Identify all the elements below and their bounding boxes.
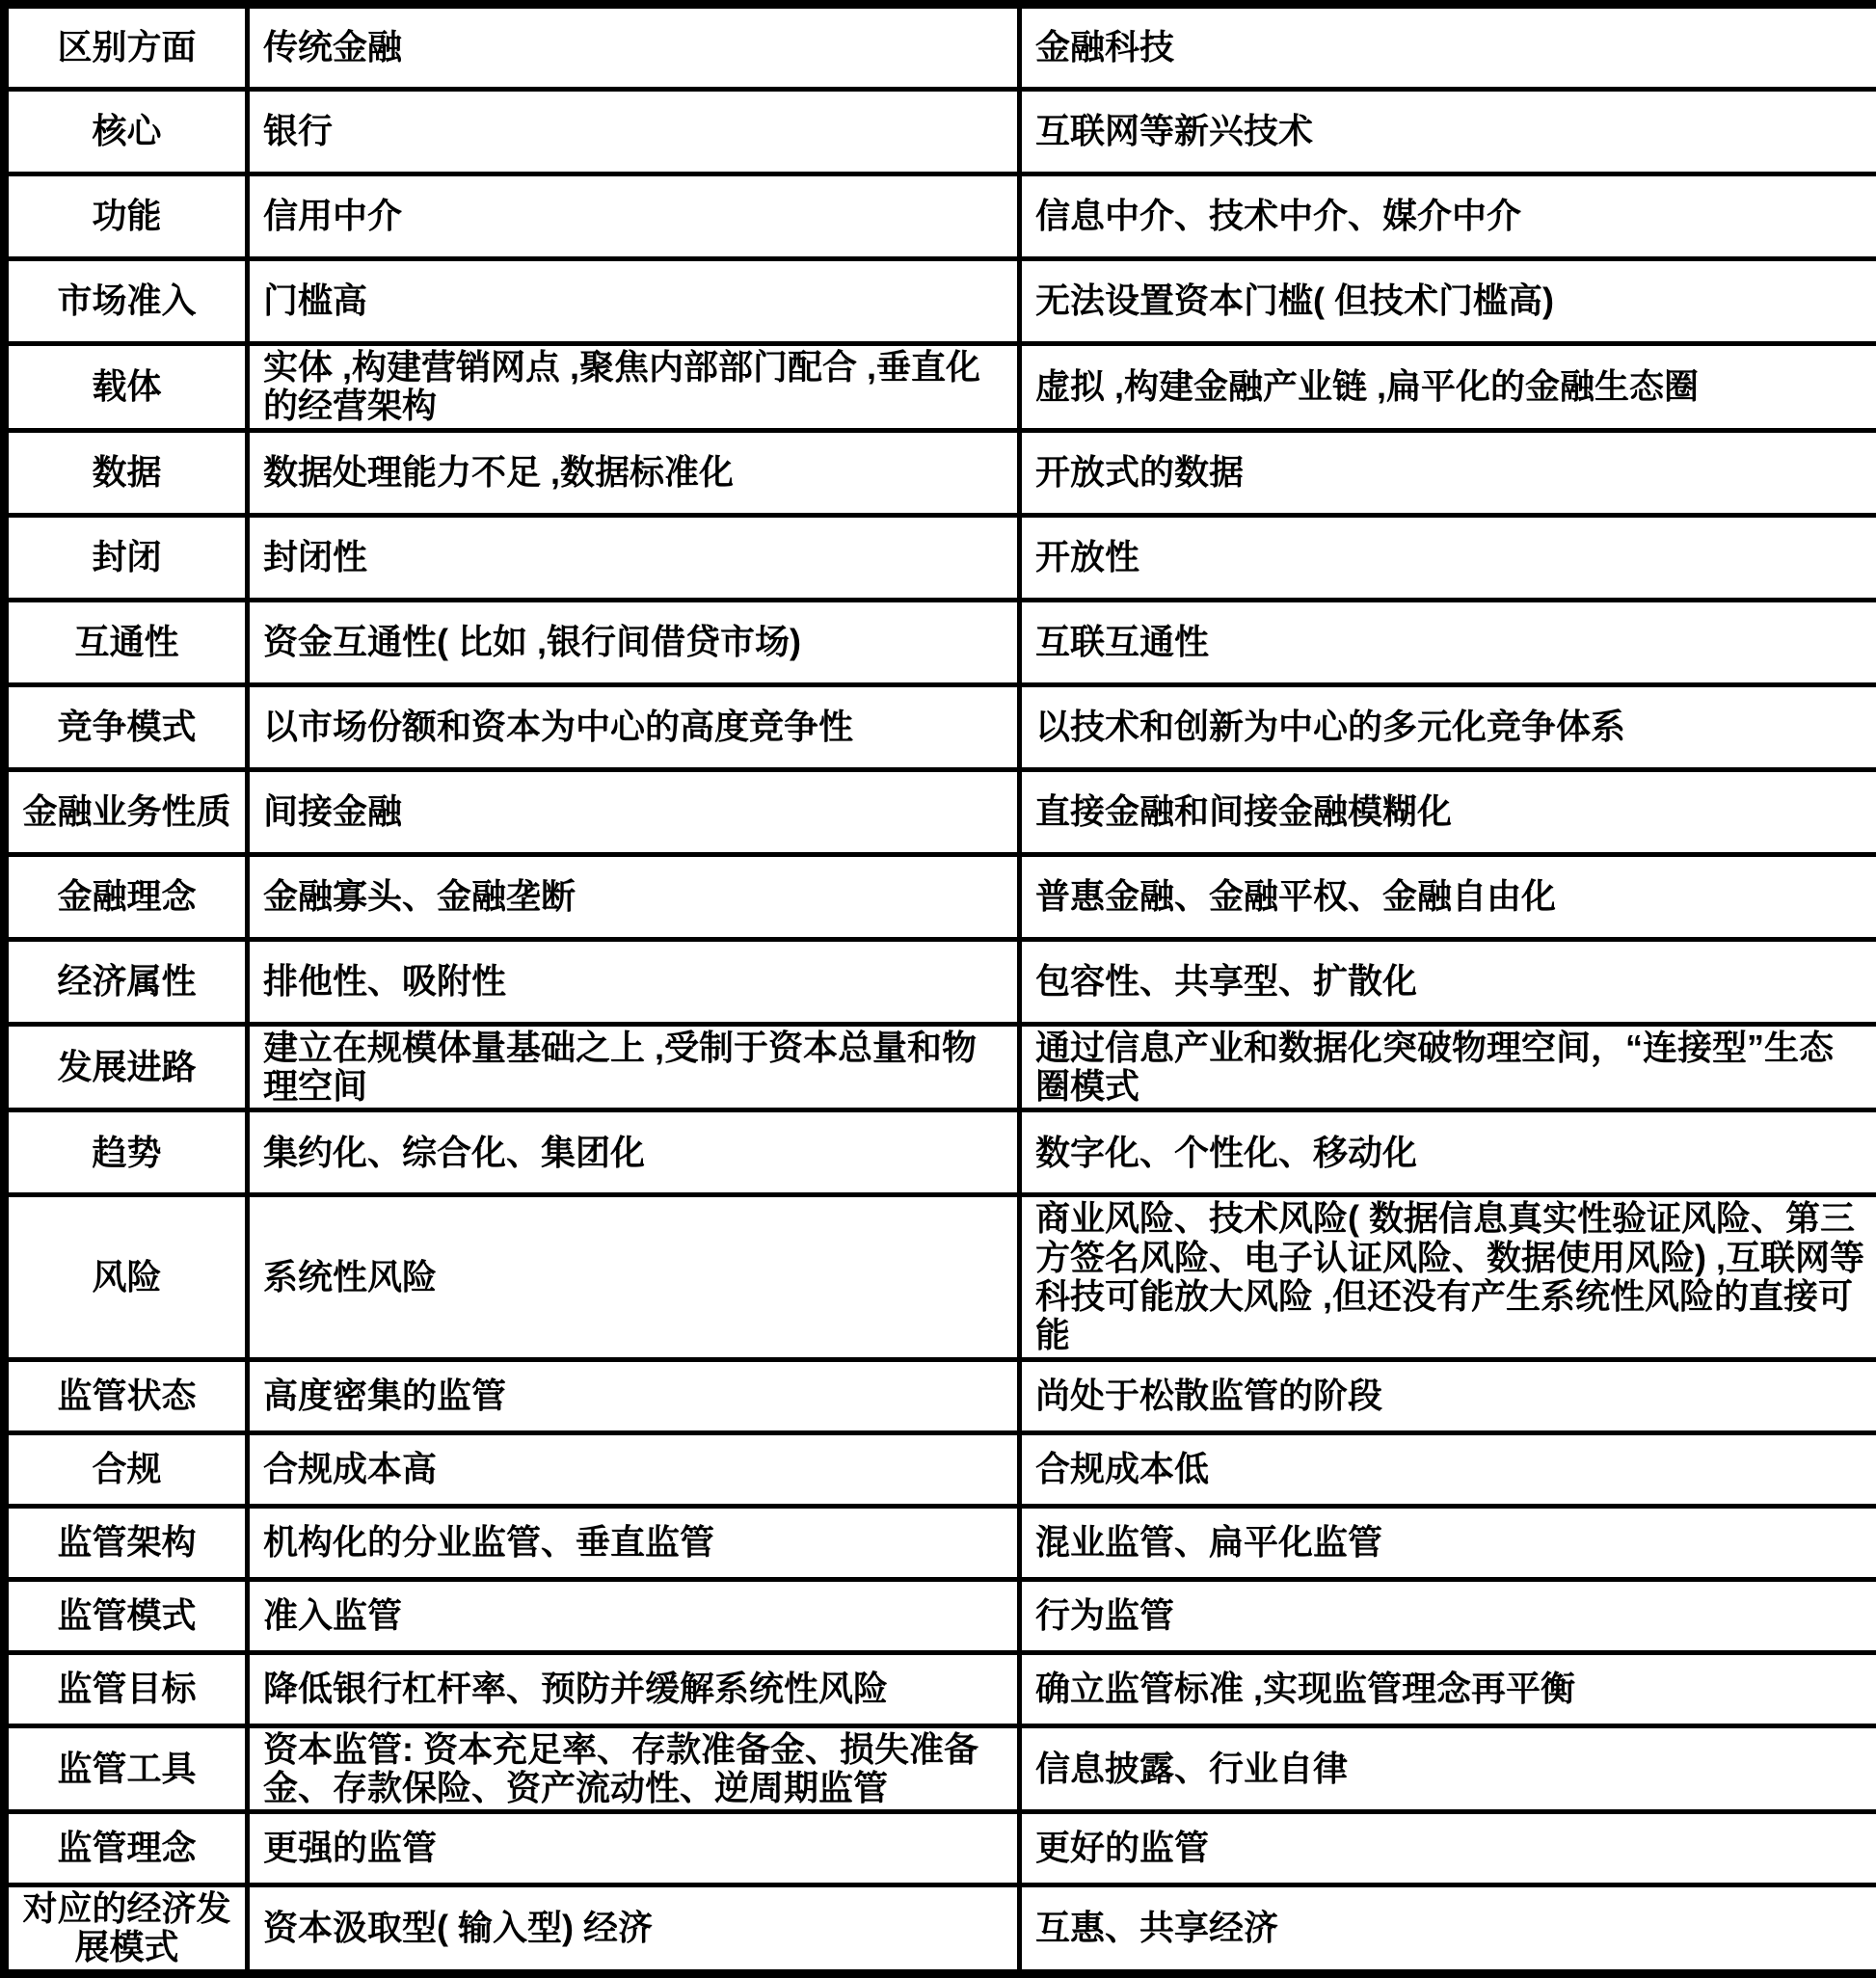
cell-fintech: 行为监管 (1020, 1579, 1876, 1652)
header-aspect: 区别方面 (5, 5, 248, 90)
cell-traditional-finance: 降低银行杠杆率、预防并缓解系统性风险 (248, 1652, 1020, 1725)
cell-traditional-finance: 机构化的分业监管、垂直监管 (248, 1506, 1020, 1579)
cell-fintech: 开放性 (1020, 515, 1876, 600)
table-row (5, 1506, 1876, 1579)
table-row (5, 259, 1876, 344)
cell-fintech: 以技术和创新为中心的多元化竞争体系 (1020, 684, 1876, 769)
cell-fintech: 虚拟 ,构建金融产业链 ,扁平化的金融生态圈 (1020, 344, 1876, 431)
cell-aspect: 监管模式 (5, 1579, 248, 1652)
cell-aspect: 封闭 (5, 515, 248, 600)
cell-fintech: 互惠、共享经济 (1020, 1885, 1876, 1974)
cell-traditional-finance: 数据处理能力不足 ,数据标准化 (248, 430, 1020, 515)
cell-traditional-finance: 资金互通性( 比如 ,银行间借贷市场) (248, 600, 1020, 684)
cell-fintech: 互联互通性 (1020, 600, 1876, 684)
table-row (5, 1195, 1876, 1359)
cell-aspect: 监管状态 (5, 1359, 248, 1432)
table-header (5, 5, 1876, 90)
cell-fintech: 开放式的数据 (1020, 430, 1876, 515)
header-traditional-finance: 传统金融 (248, 5, 1020, 90)
table-row (5, 1359, 1876, 1432)
table-row (5, 1725, 1876, 1812)
cell-fintech: 合规成本低 (1020, 1432, 1876, 1506)
cell-aspect: 金融业务性质 (5, 769, 248, 854)
table-row (5, 600, 1876, 684)
cell-traditional-finance: 银行 (248, 90, 1020, 174)
cell-aspect: 数据 (5, 430, 248, 515)
cell-traditional-finance: 以市场份额和资本为中心的高度竞争性 (248, 684, 1020, 769)
header-row (5, 5, 1876, 90)
cell-aspect: 监管理念 (5, 1812, 248, 1885)
table-row (5, 854, 1876, 939)
cell-aspect: 趋势 (5, 1110, 248, 1195)
cell-aspect: 互通性 (5, 600, 248, 684)
cell-aspect: 市场准入 (5, 259, 248, 344)
cell-aspect: 经济属性 (5, 939, 248, 1024)
table-row (5, 939, 1876, 1024)
cell-traditional-finance: 门槛高 (248, 259, 1020, 344)
cell-fintech: 直接金融和间接金融模糊化 (1020, 769, 1876, 854)
cell-fintech: 通过信息产业和数据化突破物理空间，“连接型”生态圈模式 (1020, 1024, 1876, 1110)
cell-fintech: 互联网等新兴技术 (1020, 90, 1876, 174)
cell-fintech: 混业监管、扁平化监管 (1020, 1506, 1876, 1579)
table-body (5, 90, 1876, 1974)
table-row (5, 344, 1876, 431)
cell-traditional-finance: 金融寡头、金融垄断 (248, 854, 1020, 939)
cell-fintech: 信息中介、技术中介、媒介中介 (1020, 174, 1876, 259)
cell-fintech: 尚处于松散监管的阶段 (1020, 1359, 1876, 1432)
table-row (5, 1812, 1876, 1885)
cell-aspect: 监管工具 (5, 1725, 248, 1812)
table-row (5, 1024, 1876, 1110)
cell-fintech: 商业风险、技术风险( 数据信息真实性验证风险、第三方签名风险、电子认证风险、数据使用风险) ,互联网等科技可能放大风险 ,但还没有产生系统性风险的直接可能 (1020, 1195, 1876, 1359)
cell-aspect: 对应的经济发展模式 (5, 1885, 248, 1974)
table-row (5, 769, 1876, 854)
cell-aspect: 功能 (5, 174, 248, 259)
table-row (5, 1432, 1876, 1506)
cell-traditional-finance: 系统性风险 (248, 1195, 1020, 1359)
table-row (5, 174, 1876, 259)
cell-aspect: 竞争模式 (5, 684, 248, 769)
cell-aspect: 风险 (5, 1195, 248, 1359)
cell-traditional-finance: 高度密集的监管 (248, 1359, 1020, 1432)
cell-aspect: 监管目标 (5, 1652, 248, 1725)
table-row (5, 1885, 1876, 1974)
table-row (5, 684, 1876, 769)
cell-traditional-finance: 准入监管 (248, 1579, 1020, 1652)
cell-aspect: 合规 (5, 1432, 248, 1506)
cell-traditional-finance: 实体 ,构建营销网点 ,聚焦内部部门配合 ,垂直化的经营架构 (248, 344, 1020, 431)
cell-traditional-finance: 信用中介 (248, 174, 1020, 259)
table-row (5, 1110, 1876, 1195)
cell-traditional-finance: 更强的监管 (248, 1812, 1020, 1885)
cell-aspect: 金融理念 (5, 854, 248, 939)
table-row (5, 515, 1876, 600)
cell-traditional-finance: 间接金融 (248, 769, 1020, 854)
table-row (5, 90, 1876, 174)
cell-aspect: 载体 (5, 344, 248, 431)
cell-fintech: 无法设置资本门槛( 但技术门槛高) (1020, 259, 1876, 344)
table-row (5, 430, 1876, 515)
cell-fintech: 包容性、共享型、扩散化 (1020, 939, 1876, 1024)
cell-traditional-finance: 资本监管: 资本充足率、存款准备金、损失准备金、存款保险、资产流动性、逆周期监管 (248, 1725, 1020, 1812)
cell-aspect: 核心 (5, 90, 248, 174)
cell-aspect: 发展进路 (5, 1024, 248, 1110)
header-fintech: 金融科技 (1020, 5, 1876, 90)
cell-traditional-finance: 资本汲取型( 输入型) 经济 (248, 1885, 1020, 1974)
table-row (5, 1579, 1876, 1652)
cell-fintech: 确立监管标准 ,实现监管理念再平衡 (1020, 1652, 1876, 1725)
cell-fintech: 普惠金融、金融平权、金融自由化 (1020, 854, 1876, 939)
cell-fintech: 数字化、个性化、移动化 (1020, 1110, 1876, 1195)
cell-traditional-finance: 建立在规模体量基础之上 ,受制于资本总量和物理空间 (248, 1024, 1020, 1110)
cell-fintech: 信息披露、行业自律 (1020, 1725, 1876, 1812)
cell-traditional-finance: 合规成本高 (248, 1432, 1020, 1506)
table-row (5, 1652, 1876, 1725)
cell-traditional-finance: 封闭性 (248, 515, 1020, 600)
cell-traditional-finance: 集约化、综合化、集团化 (248, 1110, 1020, 1195)
cell-traditional-finance: 排他性、吸附性 (248, 939, 1020, 1024)
cell-aspect: 监管架构 (5, 1506, 248, 1579)
cell-fintech: 更好的监管 (1020, 1812, 1876, 1885)
